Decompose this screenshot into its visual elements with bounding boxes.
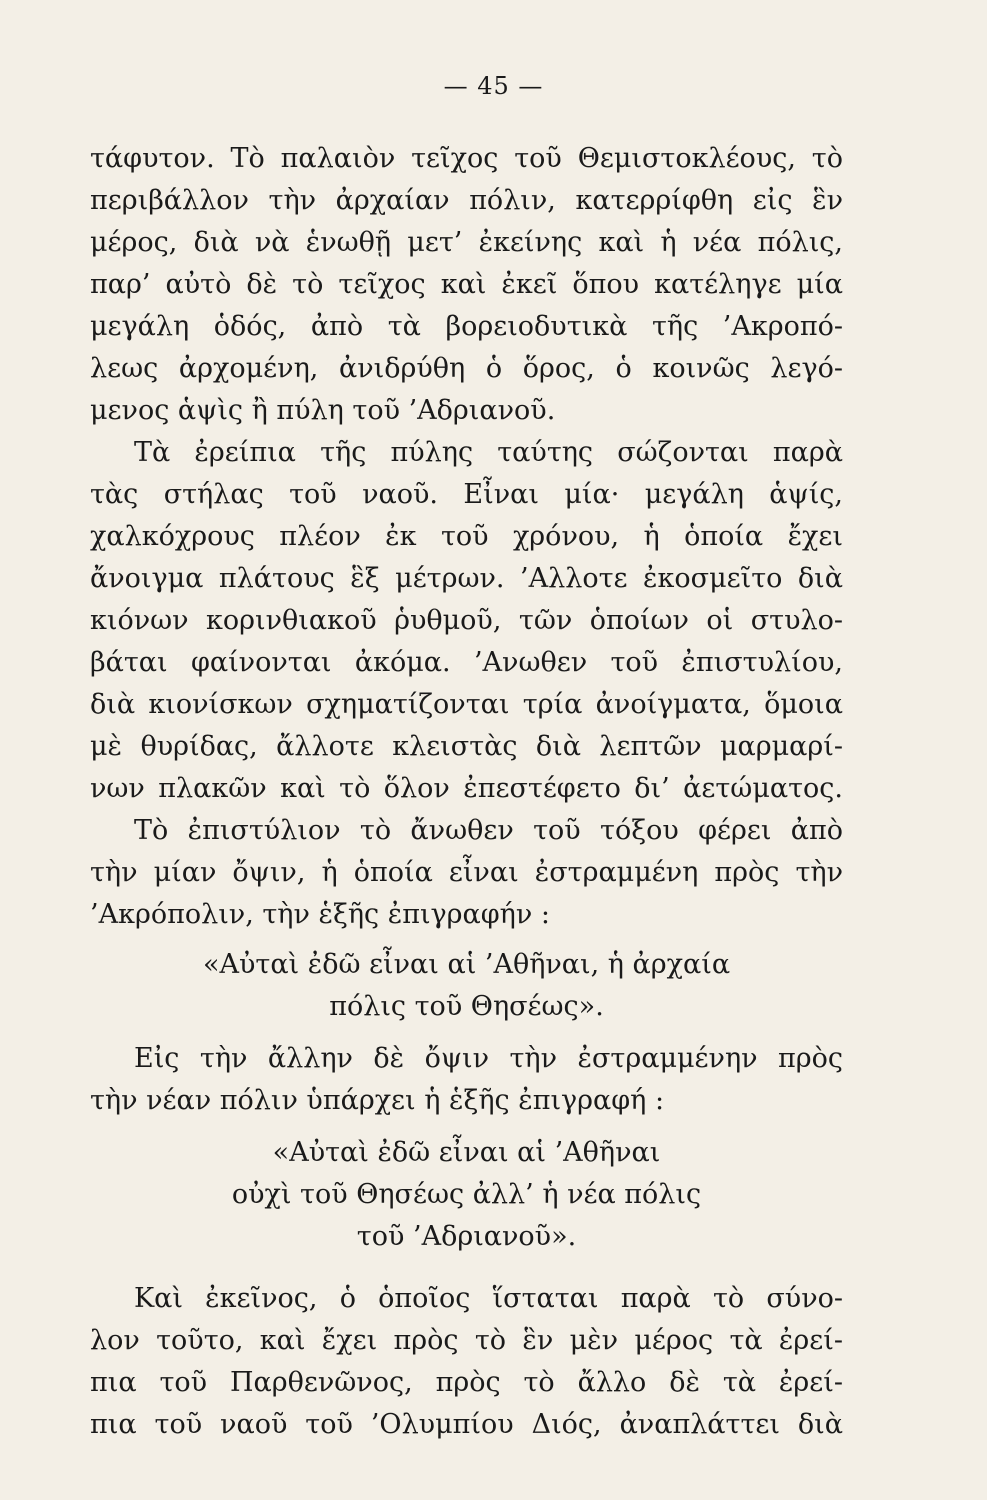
- text-line: βάται φαίνονται ἀκόμα. ’Ανωθεν τοῦ ἐπιστυλίου,: [90, 647, 843, 678]
- text-line: τὰς στήλας τοῦ ναοῦ. Εἶναι μία· μεγάλη ἁψίς,: [90, 479, 843, 510]
- text-line: ἄνοιγμα πλάτους ἓξ μέτρων. ’Αλλοτε ἐκοσμεῖτο διὰ: [90, 563, 843, 594]
- text-line: μὲ θυρίδας, ἄλλοτε κλειστὰς διὰ λεπτῶν μαρμαρί-: [90, 731, 843, 762]
- text-line: μενος ἁψὶς ἢ πύλη τοῦ ’Αδριανοῦ.: [90, 395, 556, 426]
- text-line: μεγάλη ὁδός, ἀπὸ τὰ βορειοδυτικὰ τῆς ’Ακροπό-: [90, 311, 843, 342]
- text-line: τάφυτον. Τὸ παλαιὸν τεῖχος τοῦ Θεμιστοκλέους, τὸ: [90, 143, 843, 174]
- text-line: τὴν νέαν πόλιν ὑπάρχει ἡ ἑξῆς ἐπιγραφή :: [90, 1085, 665, 1116]
- paragraph-first-line: Τὸ ἐπιστύλιον τὸ ἄνωθεν τοῦ τόξου φέρει ἀπὸ: [134, 815, 843, 846]
- paragraph-first-line: Εἰς τὴν ἄλλην δὲ ὄψιν τὴν ἐστραμμένην πρὸς: [134, 1043, 843, 1074]
- text-line: πια τοῦ ναοῦ τοῦ ’Ολυμπίου Διός, ἀναπλάττει διὰ: [90, 1409, 843, 1440]
- text-line: παρ’ αὐτὸ δὲ τὸ τεῖχος καὶ ἐκεῖ ὅπου κατέληγε μία: [90, 269, 843, 300]
- text-line: κιόνων κορινθιακοῦ ῥυθμοῦ, τῶν ὁποίων οἱ στυλο-: [90, 605, 843, 636]
- text-line: τὴν μίαν ὄψιν, ἡ ὁποία εἶναι ἐστραμμένη πρὸς τὴν: [90, 857, 843, 888]
- text-line: διὰ κιονίσκων σχηματίζονται τρία ἀνοίγματα, ὅμοια: [90, 689, 843, 720]
- inscription-line: «Αὐταὶ ἐδῶ εἶναι αἱ ’Αθῆναι, ἡ ἀρχαία: [202, 949, 731, 980]
- text-line: ’Ακρόπολιν, τὴν ἑξῆς ἐπιγραφήν :: [90, 899, 550, 930]
- text-line: λον τοῦτο, καὶ ἔχει πρὸς τὸ ἓν μὲν μέρος τὰ ἐρεί-: [90, 1325, 843, 1356]
- page-number: — 45 —: [443, 72, 544, 100]
- inscription-line: «Αὐταὶ ἐδῶ εἶναι αἱ ’Αθῆναι: [272, 1137, 661, 1168]
- inscription-line: πόλις τοῦ Θησέως».: [329, 991, 604, 1022]
- paragraph-first-line: Καὶ ἐκεῖνος, ὁ ὁποῖος ἵσταται παρὰ τὸ σύνο-: [134, 1283, 843, 1314]
- text-line: πια τοῦ Παρθενῶνος, πρὸς τὸ ἄλλο δὲ τὰ ἐρεί-: [90, 1367, 843, 1398]
- inscription-line: τοῦ ’Αδριανοῦ».: [356, 1221, 577, 1252]
- text-line: χαλκόχρους πλέον ἐκ τοῦ χρόνου, ἡ ὁποία ἔχει: [90, 521, 843, 552]
- inscription-line: οὐχὶ τοῦ Θησέως ἀλλ’ ἡ νέα πόλις: [231, 1179, 702, 1210]
- text-line: λεως ἀρχομένη, ἀνιδρύθη ὁ ὅρος, ὁ κοινῶς λεγό-: [90, 353, 843, 384]
- text-line: νων πλακῶν καὶ τὸ ὅλον ἐπεστέφετο δι’ ἀετώματος.: [90, 773, 843, 804]
- text-line: περιβάλλον τὴν ἀρχαίαν πόλιν, κατερρίφθη εἰς ἓν: [90, 185, 843, 216]
- paragraph-first-line: Τὰ ἐρείπια τῆς πύλης ταύτης σώζονται παρὰ: [134, 437, 843, 468]
- text-line: μέρος, διὰ νὰ ἑνωθῇ μετ’ ἐκείνης καὶ ἡ νέα πόλις,: [90, 227, 843, 258]
